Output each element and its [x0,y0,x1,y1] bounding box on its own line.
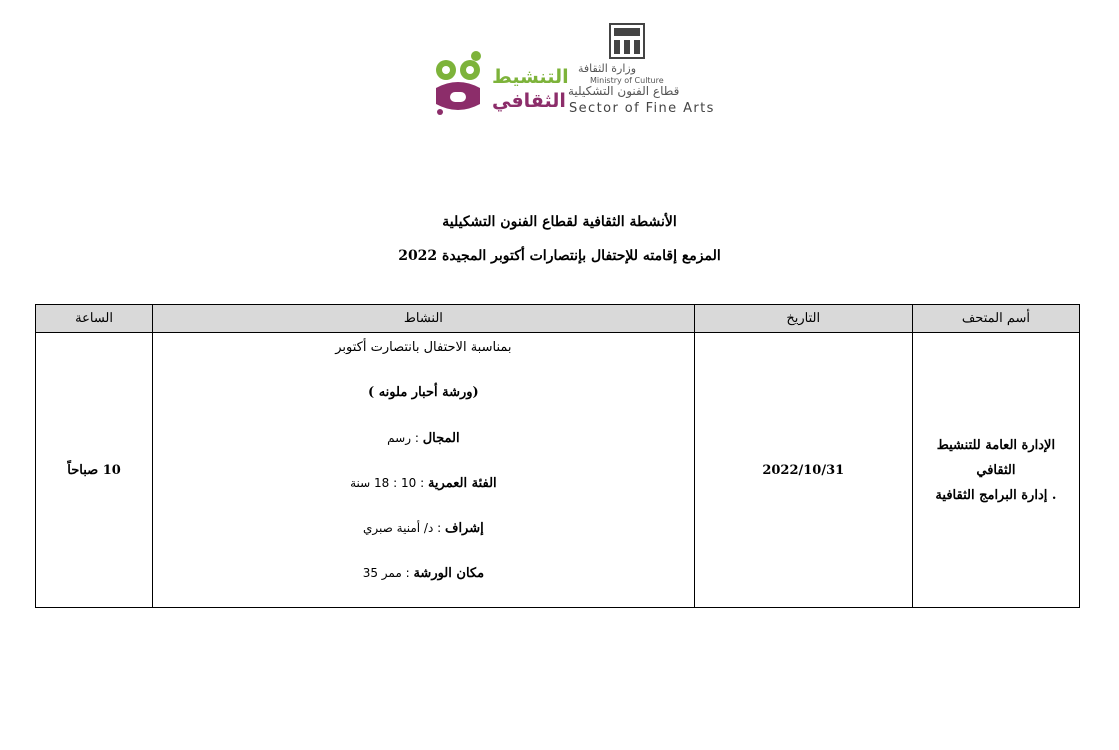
activity-schedule-table [35,304,1080,608]
museum-line-1: الإدارة العامة للتنشيط [936,437,1056,453]
ministry-arabic-text: وزارة الثقافة [578,62,637,75]
museum-cell [912,333,1079,608]
logo-word-tanshit: التنشيط [492,66,569,88]
activity-age-group [153,472,694,517]
header-date: التاريخ [694,305,912,333]
location-label: مكان الورشة [413,566,485,581]
museum-line-2: الثقافي [976,462,1016,478]
activity-location [153,562,694,607]
museum-line-3: . إدارة البرامج الثقافية [935,487,1057,503]
logo-word-thaqafi: الثقافي [492,90,566,112]
table-row [36,333,1080,608]
date-cell: 2022/10/31 [694,333,912,608]
field-value: : رسم [387,431,423,445]
supervisor-value: : د/ أمنية صبري [363,521,445,535]
supervisor-label: إشراف [444,521,484,536]
age-value: : 10 : 18 سنة [350,476,428,490]
sector-english-text: Sector of Fine Arts [569,101,715,116]
activity-cell [153,333,695,608]
age-label: الفئة العمرية [427,476,497,491]
ministry-english-text: Ministry of Culture [590,76,664,85]
header-museum: أسم المتحف [912,305,1079,333]
document-title: الأنشطة الثقافية لقطاع الفنون التشكيلية [442,214,677,230]
sector-arabic-text: قطاع الفنون التشكيلية [568,84,680,98]
activity-workshop: (ورشة أحبار ملونه ) [368,385,479,400]
activity-field [153,427,694,472]
header-time: الساعة [36,305,153,333]
activity-supervisor [153,517,694,562]
header-activity: النشاط [153,305,695,333]
field-label: المجال [422,431,460,446]
location-value: : ممر 35 [362,566,414,580]
activity-title: بمناسبة الاحتفال بانتصارت أكتوبر [335,340,512,355]
table-header-row [36,305,1080,333]
time-cell: 10 صباحاً [36,333,153,608]
document-subtitle: المزمع إقامته للإحتفال بإنتصارات أكتوبر المجيدة 2022 [398,248,721,264]
